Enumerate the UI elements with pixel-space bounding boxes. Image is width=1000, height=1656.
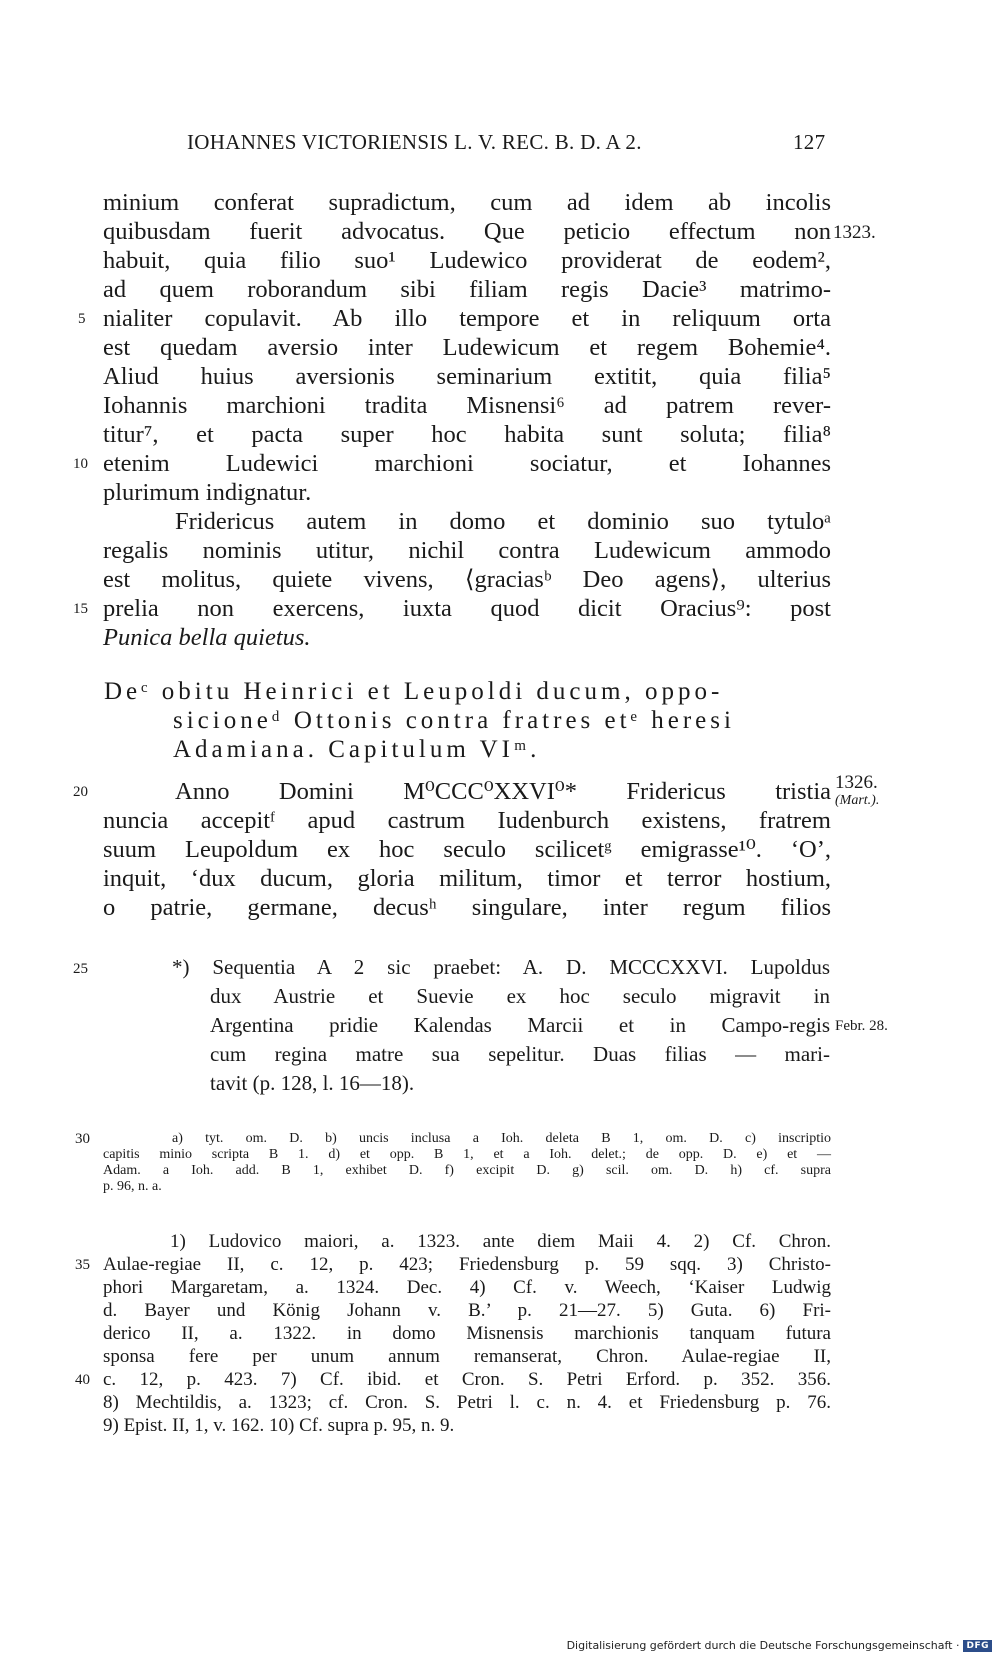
line-number: 15	[73, 601, 88, 617]
body-line: Punica bella quietus.	[103, 624, 311, 651]
chapter-heading-line: sicioneᵈ Ottonis contra fratres etᵉ heresi	[173, 707, 735, 734]
body-line: regalis nominis utitur, nichil contra Ludewicum ammodo	[103, 537, 831, 564]
body-line: nuncia accepitᶠ apud castrum Iudenburch existens, fratrem	[103, 807, 831, 834]
body-line: titur⁷, et pacta super hoc habita sunt soluta; filia⁸	[103, 421, 831, 448]
note-line: d. Bayer und König Johann v. B.’ p. 21—27. 5) Guta. 6) Fri-	[103, 1300, 831, 1321]
body-line: quibusdam fuerit advocatus. Que peticio effectum non	[103, 218, 831, 245]
line-number: 35	[75, 1257, 90, 1273]
body-line: Fridericus autem in domo et dominio suo tytuloᵃ	[175, 508, 831, 535]
running-title: IOHANNES VICTORIENSIS L. V. REC. B. D. A 2.	[187, 130, 642, 154]
note-line: c. 12, p. 423. 7) Cf. ibid. et Cron. S. Petri Erford. p. 352. 356.	[103, 1369, 831, 1390]
dfg-logo: DFG	[963, 1640, 992, 1652]
note-line: Aulae-regiae II, c. 12, p. 423; Friedensburg p. 59 sqq. 3) Christo-	[103, 1254, 831, 1275]
note-line: derico II, a. 1322. in domo Misnensis marchionis tanquam futura	[103, 1323, 831, 1344]
body-line: minium conferat supradictum, cum ad idem ab incolis	[103, 189, 831, 216]
apparatus-line: Adam. a Ioh. add. B 1, exhibet D. f) excipit D. g) scil. om. D. h) cf. supra	[103, 1163, 831, 1178]
line-number: 20	[73, 784, 88, 800]
note-line: 1) Ludovico maiori, a. 1323. ante diem Maii 4. 2) Cf. Chron.	[170, 1231, 831, 1252]
body-line: plurimum indignatur.	[103, 479, 312, 506]
margin-year: 1323.	[833, 222, 876, 243]
apparatus-line: p. 96, n. a.	[103, 1179, 162, 1194]
note-line: 9) Epist. II, 1, v. 162. 10) Cf. supra p. 95, n. 9.	[103, 1415, 455, 1436]
variant-note-line: Argentina pridie Kalendas Marcii et in Campo-regis	[210, 1013, 830, 1037]
margin-date: Febr. 28.	[835, 1018, 888, 1034]
variant-note-line: dux Austrie et Suevie ex hoc seculo migravit in	[210, 984, 830, 1008]
body-line: est quedam aversio inter Ludewicum et regem Bohemie⁴.	[103, 334, 831, 361]
note-line: 8) Mechtildis, a. 1323; cf. Cron. S. Petri l. c. n. 4. et Friedensburg p. 76.	[103, 1392, 831, 1413]
chapter-heading-line: Deᶜ obitu Heinrici et Leupoldi ducum, oppo-	[104, 678, 724, 705]
body-line: inquit, ‘dux ducum, gloria militum, timor et terror hostium,	[103, 865, 831, 892]
body-line: suum Leupoldum ex hoc seculo scilicetᵍ emigrasse¹⁰. ‘O’,	[103, 836, 831, 863]
note-line: sponsa fere per unum annum remanserat, Chron. Aulae-regiae II,	[103, 1346, 831, 1367]
note-line: phori Margaretam, a. 1324. Dec. 4) Cf. v. Weech, ‘Kaiser Ludwig	[103, 1277, 831, 1298]
body-line: Anno Domini M⁰CCC⁰XXVI⁰* Fridericus tristia	[175, 778, 831, 805]
body-line: etenim Ludewici marchioni sociatur, et Iohannes	[103, 450, 831, 477]
body-line: o patrie, germane, decusʰ singulare, inter regum filios	[103, 894, 831, 921]
body-line: habuit, quia filio suo¹ Ludewico providerat de eodem²,	[103, 247, 831, 274]
margin-year: 1326.	[835, 772, 878, 793]
apparatus-line: capitis minio scripta B 1. d) et opp. B 1, et a Ioh. delet.; de opp. D. e) et —	[103, 1147, 831, 1162]
apparatus-line: a) tyt. om. D. b) uncis inclusa a Ioh. deleta B 1, om. D. c) inscriptio	[172, 1131, 831, 1146]
variant-note-line: *) Sequentia A 2 sic praebet: A. D. MCCCXXVI. Lupoldus	[172, 955, 830, 979]
line-number: 40	[75, 1372, 90, 1388]
variant-note-line: cum regina matre sua sepelitur. Duas filias — mari-	[210, 1042, 830, 1066]
variant-note-line: tavit (p. 128, l. 16—18).	[210, 1071, 415, 1095]
digitization-credit	[567, 1639, 992, 1652]
body-line: est molitus, quiete vivens, ⟨graciasᵇ Deo agens⟩, ulterius	[103, 566, 831, 593]
line-number: 30	[75, 1131, 90, 1147]
line-number: 25	[73, 961, 88, 977]
body-line: ad quem roborandum sibi filiam regis Dacie³ matrimo-	[103, 276, 831, 303]
margin-month: (Mart.).	[835, 793, 880, 808]
body-line: nialiter copulavit. Ab illo tempore et in reliquum orta	[103, 305, 831, 332]
credit-text: Digitalisierung gefördert durch die Deutsche Forschungsgemeinschaft ·	[566, 1639, 960, 1652]
body-line: Aliud huius aversionis seminarium extitit, quia filia⁵	[103, 363, 831, 390]
body-line: prelia non exercens, iuxta quod dicit Oracius⁹: post	[103, 595, 831, 622]
body-line: Iohannis marchioni tradita Misnensi⁶ ad patrem rever-	[103, 392, 831, 419]
chapter-heading-line: Adamiana. Capitulum VIᵐ.	[173, 736, 541, 763]
page-number: 127	[793, 130, 826, 154]
line-number: 10	[73, 456, 88, 472]
line-number: 5	[78, 311, 86, 327]
